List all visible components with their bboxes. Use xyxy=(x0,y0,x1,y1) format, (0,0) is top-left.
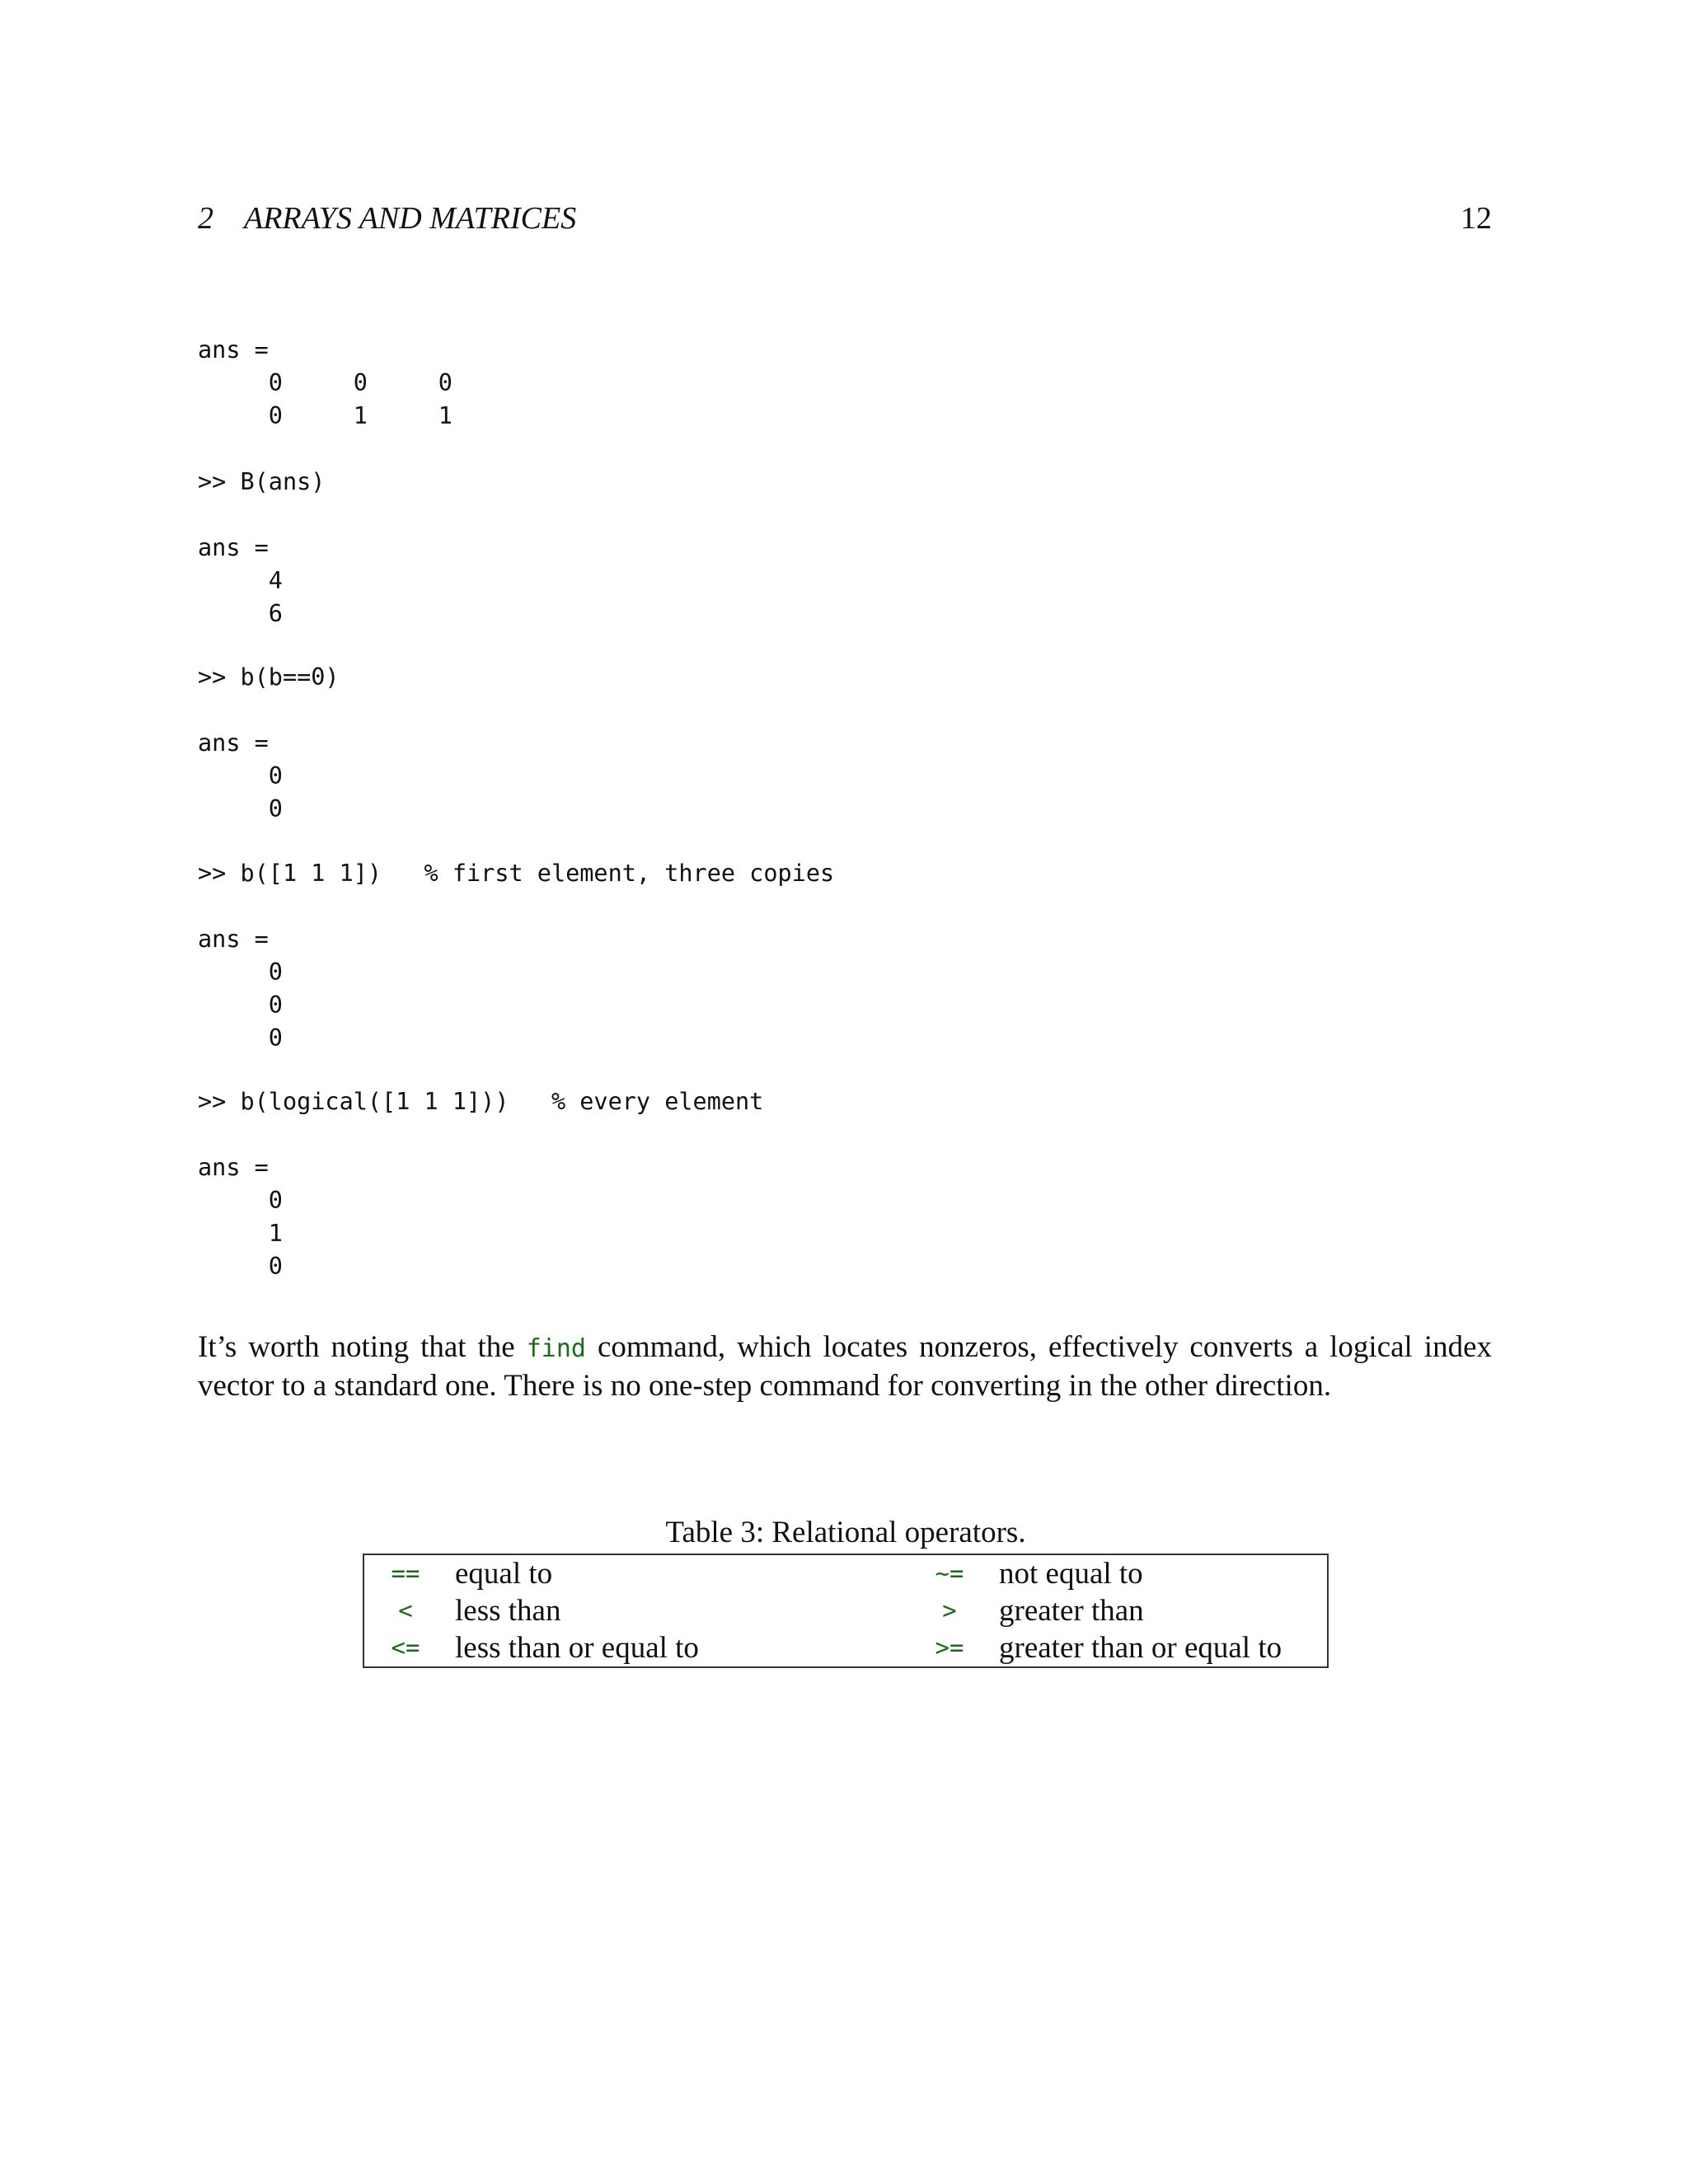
code-output-block: ans = 4 6 xyxy=(198,534,283,627)
description-cell: less than xyxy=(455,1594,561,1628)
code-command-line: >> b(logical([1 1 1])) % every element xyxy=(198,1088,764,1115)
code-output-block: ans = 0 0 0 xyxy=(198,926,283,1052)
description-cell: not equal to xyxy=(999,1557,1143,1591)
relational-operators-table xyxy=(363,1554,1329,1668)
code-command-line: >> B(ans) xyxy=(198,468,326,495)
running-header xyxy=(198,200,1492,241)
operator-cell: ~= xyxy=(935,1559,964,1587)
code-output-block: ans = 0 1 0 xyxy=(198,1154,283,1280)
section-heading xyxy=(198,200,576,237)
inline-code-find: find xyxy=(526,1334,586,1363)
page-number: 12 xyxy=(1461,201,1492,236)
paragraph-text: command, which locates nonzeros, effectively converts a logical index vector to a standard one. There is no one-step command for converting in the other direction. xyxy=(198,1330,1492,1403)
code-command-line: >> b([1 1 1]) % first element, three copies xyxy=(198,860,835,887)
description-cell: equal to xyxy=(455,1557,553,1591)
description-cell: greater than or equal to xyxy=(999,1631,1282,1665)
code-output-block: ans = 0 0 0 0 1 1 xyxy=(198,336,452,429)
table-row xyxy=(363,1592,1328,1629)
body-paragraph xyxy=(198,1329,1492,1404)
paragraph-text: It’s worth noting that the xyxy=(198,1330,527,1364)
operator-cell: >= xyxy=(935,1633,964,1661)
section-title: ARRAYS AND MATRICES xyxy=(244,201,577,236)
operator-cell: <= xyxy=(391,1633,420,1661)
operator-cell: > xyxy=(942,1596,957,1624)
code-output-block: ans = 0 0 xyxy=(198,729,283,823)
table-row xyxy=(363,1629,1328,1667)
table-caption: Table 3: Relational operators. xyxy=(665,1516,1026,1549)
operator-cell: < xyxy=(398,1596,413,1624)
section-number: 2 xyxy=(198,201,213,236)
code-command-line: >> b(b==0) xyxy=(198,663,340,691)
table-row xyxy=(363,1554,1328,1592)
operator-cell: == xyxy=(391,1559,420,1587)
description-cell: less than or equal to xyxy=(455,1631,699,1665)
description-cell: greater than xyxy=(999,1594,1144,1628)
